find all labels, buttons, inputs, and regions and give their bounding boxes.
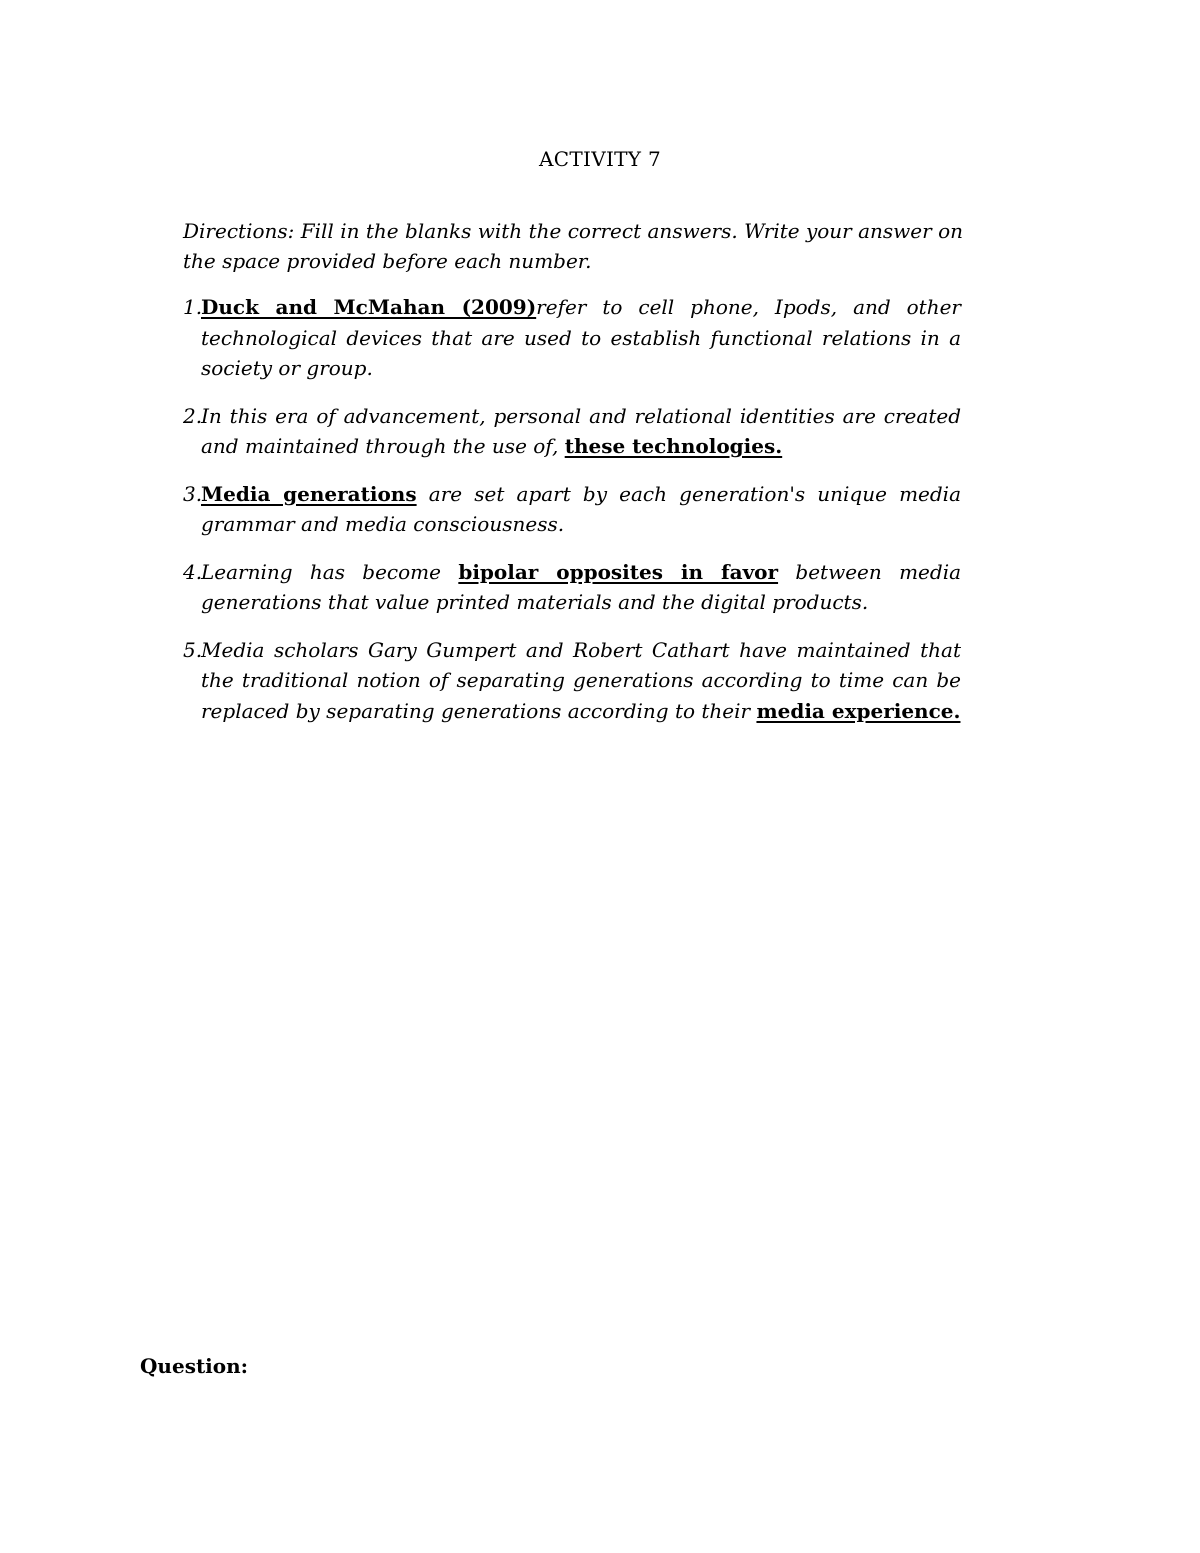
list-item xyxy=(183,292,961,384)
item-number: 2. xyxy=(183,403,203,428)
answer-text: media experience. xyxy=(756,698,961,723)
page-title: ACTIVITY 7 xyxy=(539,147,661,171)
answer-text: bipolar opposites in favor xyxy=(458,559,779,584)
answer-text: Media generations xyxy=(201,481,417,506)
item-text-after: between media generations that value printed materials and the digital products. xyxy=(201,559,962,614)
list-item xyxy=(183,557,961,618)
item-text-before: Media scholars Gary Gumpert and Robert Cathart have maintained that the traditional notion of separating generations according to time can be replaced by separating generations according to their xyxy=(201,637,961,723)
list-item xyxy=(183,401,961,462)
item-number: 1. xyxy=(183,295,203,319)
item-text-after: refer to cell phone, Ipods, and other technological devices that are used to establish functional relations in a society or group. xyxy=(201,295,961,380)
question-label: Question: xyxy=(140,1354,249,1378)
item-text-after: are set apart by each generation's unique media grammar and media consciousness. xyxy=(201,481,961,536)
item-text-before: Learning has become xyxy=(201,559,441,584)
item-number: 4. xyxy=(183,559,203,584)
list-item xyxy=(183,635,961,727)
directions-text: Directions: Fill in the blanks with the correct answers. Write your answer on the space provided before each number. xyxy=(183,219,963,273)
answer-text: these technologies. xyxy=(564,434,783,458)
item-text-before: In this era of advancement, personal and relational identities are created and maintained through the use of, xyxy=(201,403,961,458)
answer-text: Duck and McMahan (2009) xyxy=(201,295,537,319)
item-number: 5. xyxy=(183,637,203,662)
list-item xyxy=(183,479,961,540)
item-number: 3. xyxy=(183,481,203,506)
question-list xyxy=(183,292,961,743)
